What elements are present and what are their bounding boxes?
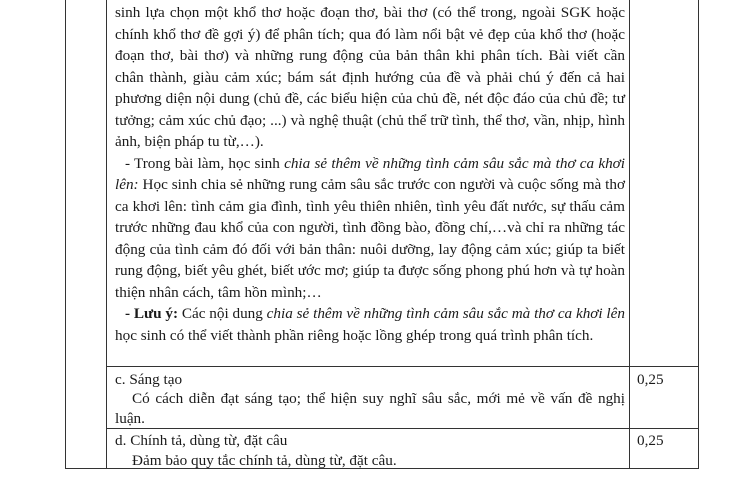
creativity-description: Có cách diễn đạt sáng tạo; thể hiện suy nghĩ sâu sắc, mới mẻ về vấn đề nghị luận.	[115, 390, 625, 427]
spelling-heading: d. Chính tả, dùng từ, đặt câu	[115, 432, 288, 449]
creativity-heading: c. Sáng tạo	[115, 371, 183, 388]
creativity-score: 0,25	[637, 371, 664, 388]
note-body: học sinh có thể viết thành phần riêng hoặc lồng ghép trong quá trình phân tích.	[115, 326, 594, 344]
table-border-col2	[629, 0, 630, 469]
share-prefix: - Trong bài làm, học sinh	[125, 154, 285, 172]
criteria-intro-paragraph: sinh lựa chọn một khổ thơ hoặc đoạn thơ, bài thơ (có thể trong, ngoài SGK hoặc chính khổ thơ đề gợi ý) để phân tích; qua đó làm nổi bật vẻ đẹp của khổ thơ (hoặc đoạn thơ, bài thơ) và những rung động của bản thân khi phân tích. Bài viết cần chân thành, giàu cảm xúc; bám sát định hướng của đề và phải chú ý đến cả hai phương diện nội dung (chủ đề, các biểu hiện của chủ đề, nét độc đáo của chủ đề; tư tưởng; cảm xúc chủ đạo; ...) và nghệ thuật (chủ thể trữ tình, thể thơ, vần, nhịp, hình ảnh, biện pháp tu từ,…).	[115, 4, 625, 150]
table-border-left	[65, 0, 66, 469]
table-border-col1	[106, 0, 107, 469]
criteria-share-paragraph	[115, 153, 625, 304]
row-border-creativity	[106, 366, 699, 367]
note-italic: chia sẻ thêm về những tình cảm sâu sắc mà thơ ca khơi lên	[266, 305, 625, 322]
share-italic: chia sẻ thêm về những tình cảm sâu sắc mà thơ ca khơi lên:	[115, 154, 625, 193]
spelling-description: Đảm bảo quy tắc chính tả, dùng từ, đặt câu.	[132, 452, 397, 469]
note-prefix: Các nội dung	[178, 305, 267, 322]
share-body: Học sinh chia sẻ những rung cảm sâu sắc trước con người và cuộc sống mà thơ ca khơi lên: tình cảm gia đình, tình yêu thiên nhiên, tình yêu đất nước, sự thấu cảm trước những đau khổ của con người, tình đồng bào, đồng chí,…và chỉ ra những tác động của tình cảm đó đối với bản thân: nuôi dưỡng, lay động cảm xúc; giúp ta biết rung động, biết yêu ghét, biết ước mơ; giúp ta được sống phong phú hơn và tự hoàn thiện nhân cách, tâm hồn mình;…	[115, 176, 625, 301]
spelling-score: 0,25	[637, 432, 664, 449]
table-border-right	[698, 0, 699, 469]
criteria-cell	[115, 2, 625, 346]
note-label: - Lưu ý:	[125, 305, 179, 322]
criteria-note-paragraph	[115, 303, 625, 346]
